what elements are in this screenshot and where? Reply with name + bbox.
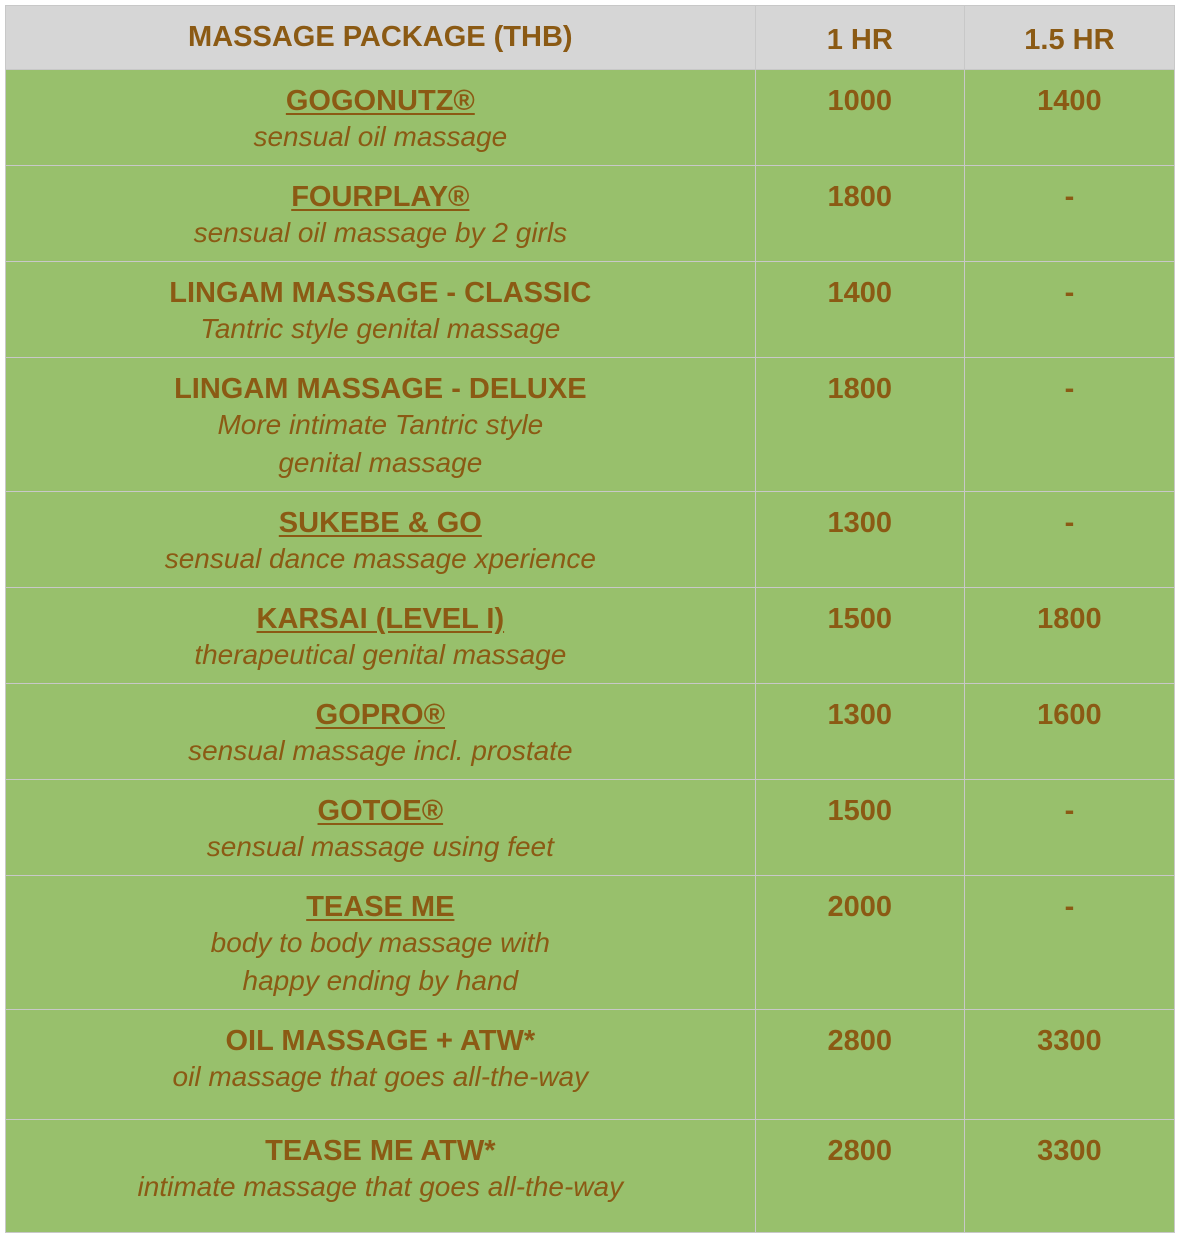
package-cell	[6, 262, 756, 358]
package-cell	[6, 780, 756, 876]
package-name: TEASE ME ATW*	[265, 1135, 496, 1167]
package-name: LINGAM MASSAGE - CLASSIC	[169, 277, 592, 309]
price-1hr: 1800	[755, 358, 964, 492]
package-description: sensual massage using feet	[206, 831, 554, 862]
package-row	[6, 684, 1175, 780]
package-name-link[interactable]: TEASE ME	[306, 891, 455, 923]
package-row	[6, 1120, 1175, 1233]
price-1hr: 1400	[755, 262, 964, 358]
price-1hr: 1300	[755, 492, 964, 588]
price-15hr: 1800	[964, 588, 1174, 684]
package-name: LINGAM MASSAGE - DELUXE	[174, 373, 587, 405]
package-description: body to body massage with	[210, 927, 550, 958]
header-row	[6, 6, 1175, 70]
package-name-link[interactable]: FOURPLAY®	[291, 181, 470, 213]
price-15hr: 3300	[964, 1010, 1174, 1120]
price-15hr: 1400	[964, 70, 1174, 166]
package-cell	[6, 358, 756, 492]
package-cell	[6, 166, 756, 262]
price-1hr: 1500	[755, 588, 964, 684]
package-cell	[6, 588, 756, 684]
price-15hr: 3300	[964, 1120, 1174, 1233]
package-name-link[interactable]: GOPRO®	[315, 699, 445, 731]
price-15hr: 1600	[964, 684, 1174, 780]
package-row	[6, 358, 1175, 492]
package-description: intimate massage that goes all-the-way	[137, 1171, 624, 1202]
package-cell	[6, 70, 756, 166]
package-description: sensual dance massage xperience	[164, 543, 596, 574]
package-description: genital massage	[278, 447, 483, 478]
package-cell	[6, 1120, 756, 1233]
price-15hr: -	[964, 166, 1174, 262]
price-1hr: 1800	[755, 166, 964, 262]
package-row	[6, 166, 1175, 262]
package-description: Tantric style genital massage	[200, 313, 561, 344]
package-name-link[interactable]: KARSAI (LEVEL I)	[256, 603, 505, 635]
header-15hr: 1.5 HR	[964, 6, 1174, 70]
package-row	[6, 1010, 1175, 1120]
package-row	[6, 262, 1175, 358]
price-15hr: -	[964, 358, 1174, 492]
package-description: sensual oil massage by 2 girls	[193, 217, 568, 248]
header-1hr: 1 HR	[755, 6, 964, 70]
package-row	[6, 780, 1175, 876]
package-description: sensual massage incl. prostate	[188, 735, 573, 766]
header-package: MASSAGE PACKAGE (THB)	[6, 6, 756, 70]
price-table	[5, 5, 1175, 1233]
package-name-link[interactable]: GOGONUTZ®	[285, 85, 475, 117]
package-cell	[6, 492, 756, 588]
package-name: OIL MASSAGE + ATW*	[225, 1025, 536, 1057]
price-1hr: 2000	[755, 876, 964, 1010]
package-description: oil massage that goes all-the-way	[172, 1061, 589, 1092]
package-description: More intimate Tantric style	[217, 409, 544, 440]
package-cell	[6, 1010, 756, 1120]
price-15hr: -	[964, 876, 1174, 1010]
price-15hr: -	[964, 492, 1174, 588]
package-row	[6, 492, 1175, 588]
package-row	[6, 588, 1175, 684]
package-name-link[interactable]: GOTOE®	[317, 795, 444, 827]
package-cell	[6, 876, 756, 1010]
price-1hr: 2800	[755, 1010, 964, 1120]
package-description: happy ending by hand	[242, 965, 519, 996]
price-1hr: 1300	[755, 684, 964, 780]
price-1hr: 1000	[755, 70, 964, 166]
price-15hr: -	[964, 262, 1174, 358]
package-row	[6, 876, 1175, 1010]
package-description: sensual oil massage	[253, 121, 508, 152]
price-1hr: 1500	[755, 780, 964, 876]
package-cell	[6, 684, 756, 780]
package-row	[6, 70, 1175, 166]
price-1hr: 2800	[755, 1120, 964, 1233]
price-15hr: -	[964, 780, 1174, 876]
package-description: therapeutical genital massage	[194, 639, 567, 670]
package-name-link[interactable]: SUKEBE & GO	[278, 507, 482, 539]
